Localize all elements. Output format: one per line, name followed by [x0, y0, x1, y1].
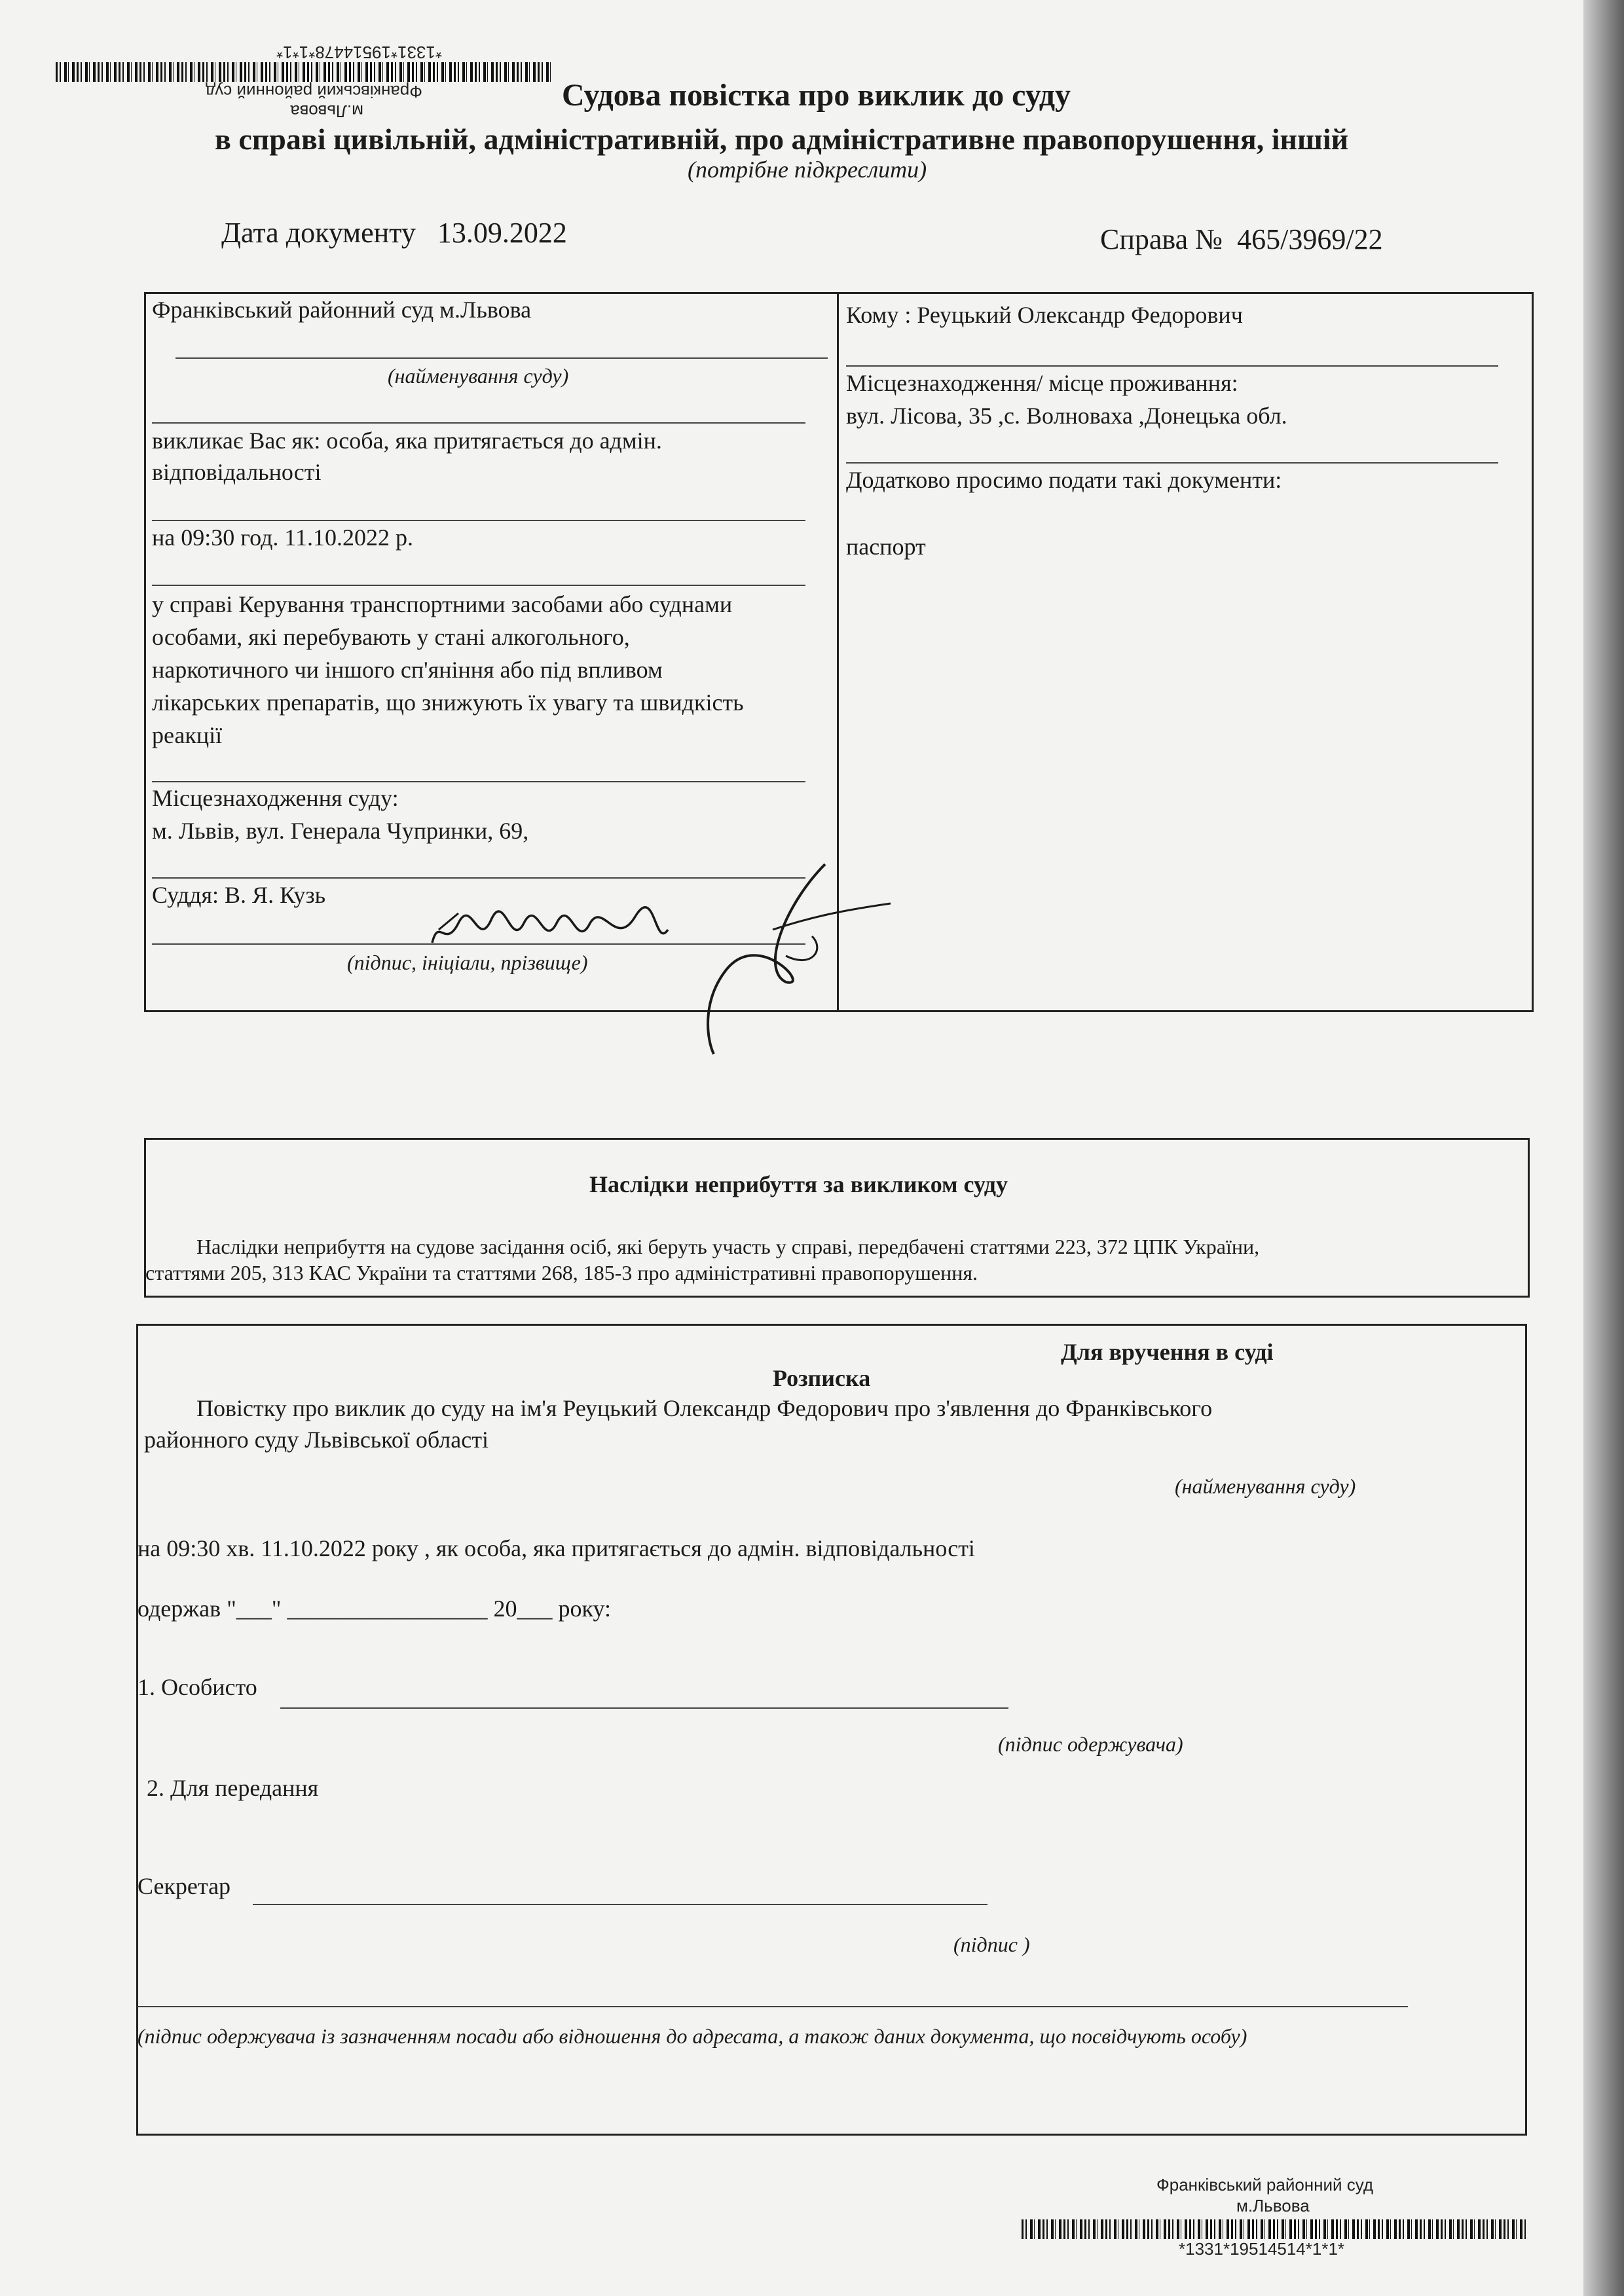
required-documents: паспорт — [846, 534, 926, 560]
recipient-location: вул. Лісова, 35 ,с. Волноваха ,Донецька обл. — [846, 403, 1287, 429]
receipt-line1: Повістку про виклик до суду на ім'я Реуцький Олександр Федорович про з'явлення до Франківського — [196, 1395, 1213, 1421]
top-stamp-code: *1331*19514478*1*1* — [276, 43, 442, 62]
rule — [152, 585, 805, 586]
page-title: Судова повістка про виклик до суду — [562, 78, 1071, 113]
case-description-line2: особами, які перебувають у стані алкогольного, — [152, 624, 630, 650]
bottom-stamp-court-line1: Франківський районний суд — [1156, 2175, 1374, 2195]
top-stamp-court-line2: м.Львова — [290, 101, 363, 121]
rule — [152, 520, 805, 521]
judge-signature-icon — [419, 851, 943, 1061]
case-number — [1100, 223, 1383, 256]
bottom-stamp-code: *1331*19514514*1*1* — [1179, 2239, 1345, 2259]
rule — [846, 365, 1498, 367]
for-transfer-label: 2. Для передання — [147, 1775, 319, 1801]
summons-as-line2: відповідальності — [152, 459, 322, 485]
top-barcode — [56, 62, 553, 82]
court-location: м. Львів, вул. Генерала Чупринки, 69, — [152, 818, 529, 844]
court-name: Франківський районний суд м.Львова — [152, 297, 532, 323]
rule — [152, 422, 805, 424]
footer-signature-line — [138, 2006, 1408, 2007]
doc-date-label: Дата документу — [221, 217, 416, 249]
bottom-barcode — [1022, 2219, 1526, 2239]
case-number-value: 465/3969/22 — [1237, 223, 1383, 255]
secretary-signature-line — [253, 1904, 987, 1905]
recipient: Кому : Реуцький Олександр Федорович — [846, 302, 1243, 328]
top-stamp — [56, 36, 566, 121]
case-description-line4: лікарських препаратів, що знижують їх увагу та швидкість — [152, 689, 744, 716]
secretary-label: Секретар — [138, 1873, 231, 1899]
rule — [152, 781, 805, 782]
secretary-signature-caption: (підпис ) — [953, 1933, 1030, 1956]
top-stamp-court-line1: Франківський районний суд — [205, 82, 422, 101]
receipt-time-line: на 09:30 хв. 11.10.2022 року , як особа, яка притягається до адмін. відповідальності — [138, 1535, 975, 1561]
doc-date-value: 13.09.2022 — [437, 217, 567, 249]
receipt-line2: районного суду Львівської області — [144, 1427, 489, 1453]
signature-caption: (підпис, ініціали, прізвище) — [347, 951, 588, 974]
required-documents-label: Додатково просимо подати такі документи: — [846, 467, 1282, 493]
rule — [175, 357, 828, 359]
recipient-signature-caption: (підпис одержувача) — [998, 1732, 1183, 1756]
rule — [846, 462, 1498, 464]
consequences-title: Наслідки неприбуття за викликом суду — [589, 1171, 1008, 1197]
underline-note: (потрібне підкреслити) — [688, 156, 927, 183]
recipient-location-label: Місцезнаходження/ місце проживання: — [846, 370, 1238, 396]
receipt-court-caption: (найменування суду) — [1175, 1474, 1356, 1498]
case-description-line3: наркотичного чи іншого сп'яніння або під впливом — [152, 657, 663, 683]
case-number-label: Справа № — [1100, 223, 1223, 255]
page-edge-shadow — [1583, 0, 1624, 2296]
footer-signature-caption: (підпис одержувача із зазначенням посади або відношення до адресата, а також даних документа, що посвідчують особу) — [138, 2024, 1247, 2048]
court-location-label: Місцезнаходження суду: — [152, 785, 399, 811]
received-line: одержав "___" _________________ 20___ року: — [138, 1595, 612, 1622]
case-description-line5: реакції — [152, 722, 223, 748]
page-subtitle: в справі цивільній, адміністративній, про адміністративне правопорушення, іншій — [215, 122, 1349, 156]
case-description-line1: у справі Керування транспортними засобами або суднами — [152, 591, 733, 617]
bottom-stamp-court-line2: м.Львова — [1236, 2196, 1310, 2215]
judge-name: Суддя: В. Я. Кузь — [152, 882, 326, 908]
summons-as-line1: викликає Вас як: особа, яка притягається до адмін. — [152, 428, 662, 454]
court-name-caption: (найменування суду) — [388, 364, 569, 388]
consequences-text-line1: Наслідки неприбуття на судове засідання осіб, які беруть участь у справі, передбачені статтями 223, 372 ЦПК України, — [196, 1235, 1260, 1258]
for-court-label: Для вручення в суді — [1061, 1339, 1274, 1365]
personally-signature-line — [280, 1707, 1008, 1709]
personally-label: 1. Особисто — [138, 1674, 257, 1700]
receipt-title: Розписка — [773, 1365, 871, 1391]
doc-date — [221, 216, 567, 249]
consequences-text-line2: статтями 205, 313 КАС України та статтями 268, 185-3 про адміністративні правопорушення. — [145, 1261, 978, 1285]
hearing-time: на 09:30 год. 11.10.2022 р. — [152, 524, 414, 551]
